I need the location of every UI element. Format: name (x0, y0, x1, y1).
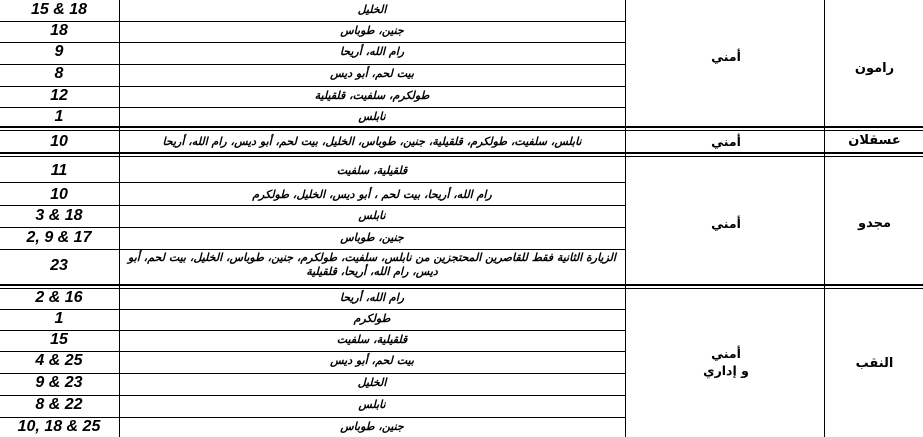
row-divider (0, 107, 625, 108)
column-divider (824, 0, 825, 437)
days-cell: 15 & 18 (30, 1, 88, 18)
section-divider (0, 284, 923, 286)
destinations-cell: بيت لحم، أبو ديس (330, 67, 414, 80)
prison-name-cell: عسقلان (848, 133, 901, 148)
row-divider (0, 330, 625, 331)
prison-type-line: و إداري (703, 363, 749, 378)
days-cell: 18 (50, 22, 68, 39)
destinations-cell: رام الله، أريحا (339, 45, 405, 58)
row-divider (0, 395, 625, 396)
destinations-cell: الخليل (357, 3, 387, 16)
section-divider (0, 152, 923, 154)
destinations-cell: نابلس (358, 398, 386, 411)
row-divider (0, 64, 625, 65)
section-divider (0, 126, 923, 128)
section-divider (0, 156, 923, 157)
destinations-cell: قلقيلية، سلفيت (336, 164, 408, 177)
days-cell: 10 (50, 186, 68, 203)
days-cell: 8 (54, 65, 64, 82)
days-cell: 15 (50, 331, 68, 348)
days-cell: 9 (54, 43, 64, 60)
days-cell: 12 (50, 87, 68, 104)
row-divider (0, 42, 625, 43)
prison-type-cell: أمني (711, 134, 741, 149)
row-divider (0, 249, 625, 250)
days-cell: 2 & 16 (35, 289, 83, 306)
destinations-cell: رام الله، أريحا، بيت لحم ، أبو ديس، الخليل، طولكرم (252, 188, 492, 201)
destinations-cell: جنين، طوباس (340, 24, 404, 37)
row-divider (0, 86, 625, 87)
days-cell: 4 & 25 (35, 352, 83, 369)
days-cell: 10, 18 & 25 (17, 418, 101, 435)
destinations-cell: بيت لحم، أبو ديس (330, 354, 414, 367)
row-divider (0, 227, 625, 228)
row-divider (0, 373, 625, 374)
prison-type-cell (628, 345, 824, 379)
destinations-cell: الخليل (357, 376, 387, 389)
prison-type-cell: أمني (711, 216, 741, 231)
destinations-cell: نابلس (358, 209, 386, 222)
column-divider (625, 0, 626, 437)
days-cell: 9 & 23 (35, 374, 83, 391)
destinations-cell: طولكرم، سلفيت، قلقيلية (314, 89, 430, 102)
days-cell: 23 (50, 257, 68, 274)
destinations-cell: نابلس (358, 110, 386, 123)
days-cell: 2, 9 & 17 (26, 229, 92, 246)
days-cell: 8 & 22 (35, 396, 83, 413)
row-divider (0, 351, 625, 352)
prison-name-cell: مجدو (857, 216, 891, 231)
prison-type-cell: أمني (711, 49, 741, 64)
destinations-cell: طولكرم (353, 312, 391, 325)
prison-name-cell: النقب (855, 356, 894, 371)
row-divider (0, 205, 625, 206)
destinations-cell: رام الله، أريحا (339, 291, 405, 304)
days-cell: 1 (54, 310, 64, 327)
destinations-cell: قلقيلية، سلفيت (336, 333, 408, 346)
destinations-cell: الزيارة الثانية فقط للقاصرين المحتجزين من نابلس، سلفيت، طولكرم، جنين، طوباس، الخليل، بيت لحم، أبو ديس، رام الله، أريحا، قلقيلية (128, 251, 616, 278)
days-cell: 10 (50, 133, 68, 150)
days-cell: 1 (54, 108, 64, 125)
row-divider (0, 309, 625, 310)
prison-type-line: أمني (711, 346, 741, 361)
days-cell: 11 (50, 162, 68, 179)
days-cell: 3 & 18 (35, 207, 83, 224)
row-divider (0, 182, 625, 183)
row-divider (0, 21, 625, 22)
destinations-cell: جنين، طوباس (340, 420, 404, 433)
section-divider (0, 288, 923, 289)
column-divider (119, 0, 120, 437)
destinations-cell: جنين، طوباس (340, 231, 404, 244)
section-divider (0, 130, 923, 131)
destinations-cell: نابلس، سلفيت، طولكرم، قلقيلية، جنين، طوباس، الخليل، بيت لحم، أبو ديس، رام الله، أريحا (162, 135, 582, 148)
row-divider (0, 417, 625, 418)
prison-name-cell: رامون (854, 61, 895, 76)
